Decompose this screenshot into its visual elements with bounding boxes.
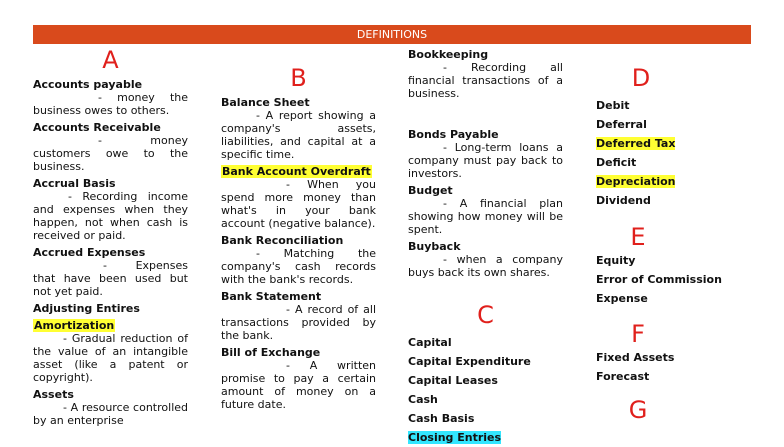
term-capital-expenditure: Capital Expenditure <box>408 355 531 368</box>
def-balance-sheet: - A report showing a company's assets, liabilities, and capital at a specific time. <box>221 109 376 161</box>
section-letter-a: A <box>102 46 119 74</box>
def-bank-account-overdraft: - When you spend more money than what's in your bank account (negative balance). <box>221 178 376 230</box>
term-capital-leases: Capital Leases <box>408 374 498 387</box>
term-cash: Cash <box>408 393 438 406</box>
def-bonds-payable: - Long-term loans a company must pay back to investors. <box>408 141 563 180</box>
section-letter-d: D <box>631 64 651 92</box>
column-b-continued-c <box>408 44 563 447</box>
term-accounts-payable: Accounts payable <box>33 78 143 91</box>
term-bank-statement: Bank Statement <box>221 290 322 303</box>
def-accounts-receivable: - money customers owe to the business. <box>33 134 188 173</box>
def-accounts-payable: - money the business owes to others. <box>33 91 188 117</box>
def-budget: - A financial plan showing how money will be spent. <box>408 197 563 236</box>
term-deferral: Deferral <box>596 118 647 131</box>
section-letter-b: B <box>290 64 307 92</box>
term-fixed-assets: Fixed Assets <box>596 351 675 364</box>
def-assets: - A resource controlled by an enterprise <box>33 401 188 427</box>
term-bank-account-overdraft: Bank Account Overdraft <box>222 165 371 178</box>
term-assets: Assets <box>33 388 74 401</box>
term-capital: Capital <box>408 336 452 349</box>
term-balance-sheet: Balance Sheet <box>221 96 310 109</box>
term-expense: Expense <box>596 292 648 305</box>
term-buyback: Buyback <box>408 240 461 253</box>
term-error-of-commission: Error of Commission <box>596 273 722 286</box>
term-cash-basis: Cash Basis <box>408 412 475 425</box>
section-letter-c: C <box>477 301 494 329</box>
term-closing-entries: Closing Entries <box>408 431 502 444</box>
def-amortization: - Gradual reduction of the value of an intangible asset (like a patent or copyright). <box>33 332 188 384</box>
term-amortization: Amortization <box>34 319 115 332</box>
term-budget: Budget <box>408 184 453 197</box>
term-debit: Debit <box>596 99 630 112</box>
term-adjusting-entires: Adjusting Entires <box>33 302 140 315</box>
term-accrual-basis: Accrual Basis <box>33 177 116 190</box>
section-letter-e: E <box>630 223 646 251</box>
term-bank-reconciliation: Bank Reconciliation <box>221 234 344 247</box>
definitions-header: DEFINITIONS <box>33 25 751 44</box>
term-equity: Equity <box>596 254 636 267</box>
term-deficit: Deficit <box>596 156 637 169</box>
section-letter-g: G <box>628 396 648 424</box>
term-deferred-tax: Deferred Tax <box>596 137 676 150</box>
def-bank-statement: - A record of all transactions provided by the bank. <box>221 303 376 342</box>
term-accrued-expenses: Accrued Expenses <box>33 246 146 259</box>
def-accrual-basis: - Recording income and expenses when they happen, not when cash is received or paid. <box>33 190 188 242</box>
column-d-g <box>596 64 746 424</box>
def-accrued-expenses: - Expenses that have been used but not yet paid. <box>33 259 188 298</box>
term-accounts-receivable: Accounts Receivable <box>33 121 161 134</box>
term-depreciation: Depreciation <box>596 175 676 188</box>
def-bookkeeping: - Recording all financial transactions of a business. <box>408 61 563 100</box>
column-a <box>33 46 188 427</box>
section-letter-f: F <box>631 320 645 348</box>
term-bookkeeping: Bookkeeping <box>408 48 489 61</box>
column-b <box>221 64 376 411</box>
def-bill-of-exchange: - A written promise to pay a certain amount of money on a future date. <box>221 359 376 411</box>
term-bonds-payable: Bonds Payable <box>408 128 499 141</box>
def-bank-reconciliation: - Matching the company's cash records with the bank's records. <box>221 247 376 286</box>
term-forecast: Forecast <box>596 370 650 383</box>
term-bill-of-exchange: Bill of Exchange <box>221 346 321 359</box>
term-dividend: Dividend <box>596 194 651 207</box>
def-buyback: - when a company buys back its own shares. <box>408 253 563 279</box>
